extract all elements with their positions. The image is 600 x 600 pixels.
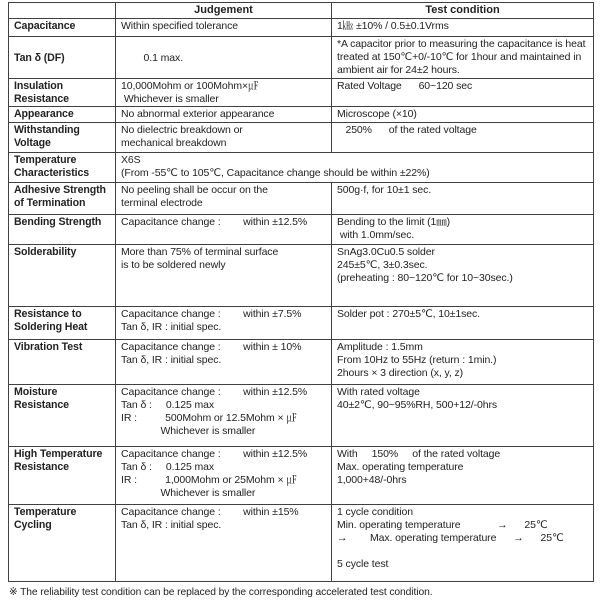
condition-text: 250% of the rated voltage [337,124,477,136]
row-label: Voltage [14,137,51,149]
condition-text: with 1.0mm/sec. [337,229,415,241]
condition-text: 1 cycle condition [337,506,413,518]
condition-text: With rated voltage [337,386,420,398]
condition-text: 1㎑ ±10% / 0.5±0.1Vrms [337,20,449,32]
row-label: Insulation [14,80,64,92]
row-label: Soldering Heat [14,321,88,333]
row-label: Temperature [14,506,77,518]
row-label-cell [9,505,116,582]
condition-text: SnAg3.0Cu0.5 solder [337,246,435,258]
row-appearance [9,107,594,123]
judgement-text: Capacitance change : within ±7.5% [121,308,302,320]
row-label: Resistance to [14,308,82,320]
judgement-text: Whichever is smaller [121,93,219,105]
row-label: Solderability [14,246,77,258]
row-label: Resistance [14,461,69,473]
judgement-text: is to be soldered newly [121,259,226,271]
row-label-cell [9,340,116,385]
condition-cell [332,447,594,505]
row-label: High Temperature [14,448,103,460]
condition-cell [332,37,594,79]
judgement-cell [116,183,332,215]
judgement-text: IR : 500Mohm or 12.5Mohm × ㎌ [121,412,297,424]
row-solderability [9,245,594,307]
condition-text: 5 cycle test [337,558,389,570]
judgement-text: Capacitance change : within ± 10% [121,341,302,353]
condition-cell [332,19,594,37]
row-label: Appearance [14,108,74,120]
row-label-cell [9,385,116,447]
condition-text: Solder pot : 270±5℃, 10±1sec. [337,308,481,320]
condition-text: Rated Voltage 60~120 sec [337,80,473,92]
judgement-text: Tan δ : 0.125 max [121,399,215,411]
judgement-text: No abnormal exterior appearance [121,108,275,120]
row-label: Cycling [14,519,52,531]
row-label-cell [9,37,116,79]
judgement-text: Capacitance change : within ±12.5% [121,448,308,460]
judgement-cell [116,385,332,447]
condition-text: 2hours × 3 direction (x, y, z) [337,367,464,379]
judgement-text: More than 75% of terminal surface [121,246,279,258]
judgement-text: Capacitance change : within ±12.5% [121,386,308,398]
judgement-text: No peeling shall be occur on the [121,184,268,196]
judgement-text: terminal electrode [121,197,203,209]
row-label-cell [9,183,116,215]
judgement-text: Tan δ, IR : initial spec. [121,354,222,366]
condition-cell [332,79,594,107]
condition-text: Amplitude : 1.5mm [337,341,423,353]
condition-text: Bending to the limit (1㎜) [337,216,451,228]
judgement-text: 10,000Mohm or 100Mohm×㎌ [121,80,259,92]
merged-text: X6S [121,154,141,166]
row-label-cell [9,19,116,37]
condition-text: 500g·f, for 10±1 sec. [337,184,432,196]
row-label-cell [9,447,116,505]
judgement-cell [116,79,332,107]
row-label: Moisture [14,386,58,398]
judgement-text: Whichever is smaller [121,425,256,437]
judgement-text: Capacitance change : within ±12.5% [121,216,308,228]
condition-cell [332,245,594,307]
condition-cell [332,107,594,123]
condition-cell [332,385,594,447]
judgement-text: Tan δ, IR : initial spec. [121,519,222,531]
row-label-cell [9,245,116,307]
row-temperature-characteristics [9,153,594,183]
row-tan-df [9,37,594,79]
spec-table [8,2,594,582]
row-label: Withstanding [14,124,80,136]
condition-text: ambient air for 24±2 hours. [337,64,460,76]
judgement-cell [116,37,332,79]
header-item-cell [9,3,116,19]
header-test-condition: Test condition [332,3,594,19]
reliability-footnote: ※ The reliability test condition can be replaced by the corresponding accelerated test condition. [9,587,433,598]
row-insulation-resistance [9,79,594,107]
row-label-cell [9,215,116,245]
condition-cell [332,307,594,340]
row-label-cell [9,153,116,183]
condition-text: From 10Hz to 55Hz (return : 1min.) [337,354,497,366]
judgement-text: Tan δ : 0.125 max [121,461,215,473]
row-label: Capacitance [14,20,76,32]
row-label-cell [9,307,116,340]
condition-text: Min. operating temperature → 25℃ [337,519,548,531]
judgement-text: Whichever is smaller [121,487,256,499]
condition-text: Microscope (×10) [337,108,417,120]
row-label-cell [9,107,116,123]
row-withstanding-voltage [9,123,594,153]
header-judgement: Judgement [116,3,332,19]
row-label: Temperature [14,154,77,166]
judgement-cell [116,307,332,340]
row-label: Resistance [14,399,69,411]
row-label-cell [9,123,116,153]
condition-cell [332,215,594,245]
row-vibration-test [9,340,594,385]
judgement-text: IR : 1,000Mohm or 25Mohm × ㎌ [121,474,297,486]
row-label: Vibration Test [14,341,83,353]
row-label: Characteristics [14,167,90,179]
merged-text: (From -55℃ to 105℃, Capacitance change should be within ±22%) [121,167,430,179]
judgement-text: No dielectric breakdown or [121,124,243,136]
judgement-cell [116,107,332,123]
condition-text [337,545,590,558]
row-moisture-resistance [9,385,594,447]
row-label: Adhesive Strength [14,184,106,196]
condition-text: Max. operating temperature [337,461,464,473]
judgement-text: mechanical breakdown [121,137,227,149]
judgement-text: Within specified tolerance [121,20,239,32]
condition-text: (preheating : 80~120℃ for 10~30sec.) [337,272,513,284]
header-row [9,3,594,19]
row-bending-strength [9,215,594,245]
row-temperature-cycling [9,505,594,582]
row-label: Resistance [14,93,69,105]
judgement-text: 0.1 max. [121,51,184,64]
row-label: of Termination [14,197,86,209]
condition-cell [332,505,594,582]
judgement-text: Tan δ, IR : initial spec. [121,321,222,333]
condition-text: treated at 150℃+0/-10℃ for 1hour and maintained in [337,51,582,63]
condition-cell [332,123,594,153]
condition-cell [332,340,594,385]
row-label-cell [9,79,116,107]
condition-text: 245±5℃, 3±0.3sec. [337,259,428,271]
row-label: Bending Strength [14,216,102,228]
judgement-cell [116,340,332,385]
row-resistance-to-soldering-heat [9,307,594,340]
row-capacitance [9,19,594,37]
row-adhesive-strength [9,183,594,215]
row-high-temperature-resistance [9,447,594,505]
merged-judgement-condition-cell [116,153,594,183]
condition-text: *A capacitor prior to measuring the capacitance is heat [337,38,586,50]
condition-text: With 150% of the rated voltage [337,448,501,460]
judgement-cell [116,505,332,582]
judgement-cell [116,447,332,505]
judgement-cell [116,245,332,307]
condition-cell [332,183,594,215]
judgement-cell [116,123,332,153]
condition-text: 1,000+48/-0hrs [337,474,407,486]
judgement-text: Capacitance change : within ±15% [121,506,299,518]
condition-text: → Max. operating temperature → 25℃ [337,532,564,544]
judgement-cell [116,215,332,245]
condition-text: 40±2℃, 90~95%RH, 500+12/-0hrs [337,399,498,411]
judgement-cell [116,19,332,37]
row-label: Tan δ (DF) [14,51,65,64]
